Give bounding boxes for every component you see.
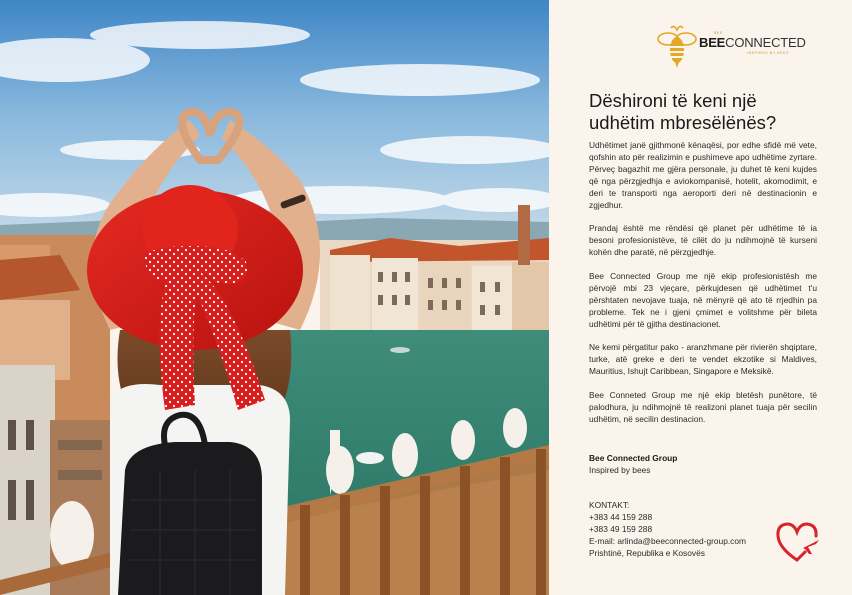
logo-regular: CONNECTED — [725, 35, 806, 50]
contact-email[interactable]: E-mail: arlinda@beeconnected-group.com — [589, 535, 747, 546]
contact-block — [589, 500, 746, 560]
paragraph: Bee Conneted Group me një ekip bletësh punëtore, të palodhura, ju ndihmojnë të realizoni planet tuaja për secilin udhëtim, në secilin destinacion. — [589, 389, 817, 424]
contact-phone[interactable]: +383 44 159 288 — [589, 511, 653, 522]
brand-logo — [655, 24, 823, 70]
logo-bold: BEE — [699, 35, 726, 50]
text-page — [549, 0, 852, 595]
logo-wordmark — [699, 35, 806, 50]
logo-tagline: INSPIRED BY BEES — [747, 51, 790, 55]
paragraph: Udhëtimet janë gjithmonë kënaqësi, por edhe sfidë më vete, qofshin ato për realizimin e pushimeve apo udhëtime zyrtare. Përveç bagazhit me gjëra personale, ju duhet të keni kujdes që nga përzgjedhja e aviokompanisë, hotelit, akomodimit, e deri te transporti nga aeroporti deri në destinacionin e zgjedhur. — [589, 140, 817, 210]
body-text — [589, 140, 817, 438]
signature-company: Bee Connected Group — [589, 453, 678, 463]
contact-phone[interactable]: +383 49 159 288 — [589, 523, 653, 534]
paragraph: Ne kemi përgatitur pako - aranzhmane për rivierën shqiptare, turke, atë greke e deri te vendet ekzotike si Maldives, Mauritius, Ishujt Caribbean, Singapore e Meksikë. — [589, 342, 817, 377]
paragraph: Prandaj është me rëndësi që planet për udhëtime të ia besoni profesionistëve, të cilët do ju ndihmojnë të kurseni kohën dhe paratë, në përzgjedhje. — [589, 223, 817, 258]
paragraph: Bee Connected Group me një ekip profesionistësh me përvojë mbi 23 vjeçare, përkujdesen që udhëtimet t'u përshtaten nevojave tuaja, në mënyrë që ato të rrjedhin pa probleme. Tek ne i gjeni çmimet e volitshme për bileta udhëtimi për të gjitha destinacionet. — [589, 270, 817, 329]
signature-slogan: Inspired by bees — [589, 464, 651, 475]
heart-airplane-icon — [775, 520, 821, 564]
contact-address: Prishtinë, Republika e Kosovës — [589, 547, 705, 558]
logo-supline: BEE — [714, 31, 723, 35]
page-headline: Dëshironi të keni një udhëtim mbresëlënës? — [589, 90, 777, 133]
bee-icon — [655, 24, 699, 70]
contact-heading: KONTAKT: — [589, 500, 630, 510]
signature — [589, 453, 677, 477]
